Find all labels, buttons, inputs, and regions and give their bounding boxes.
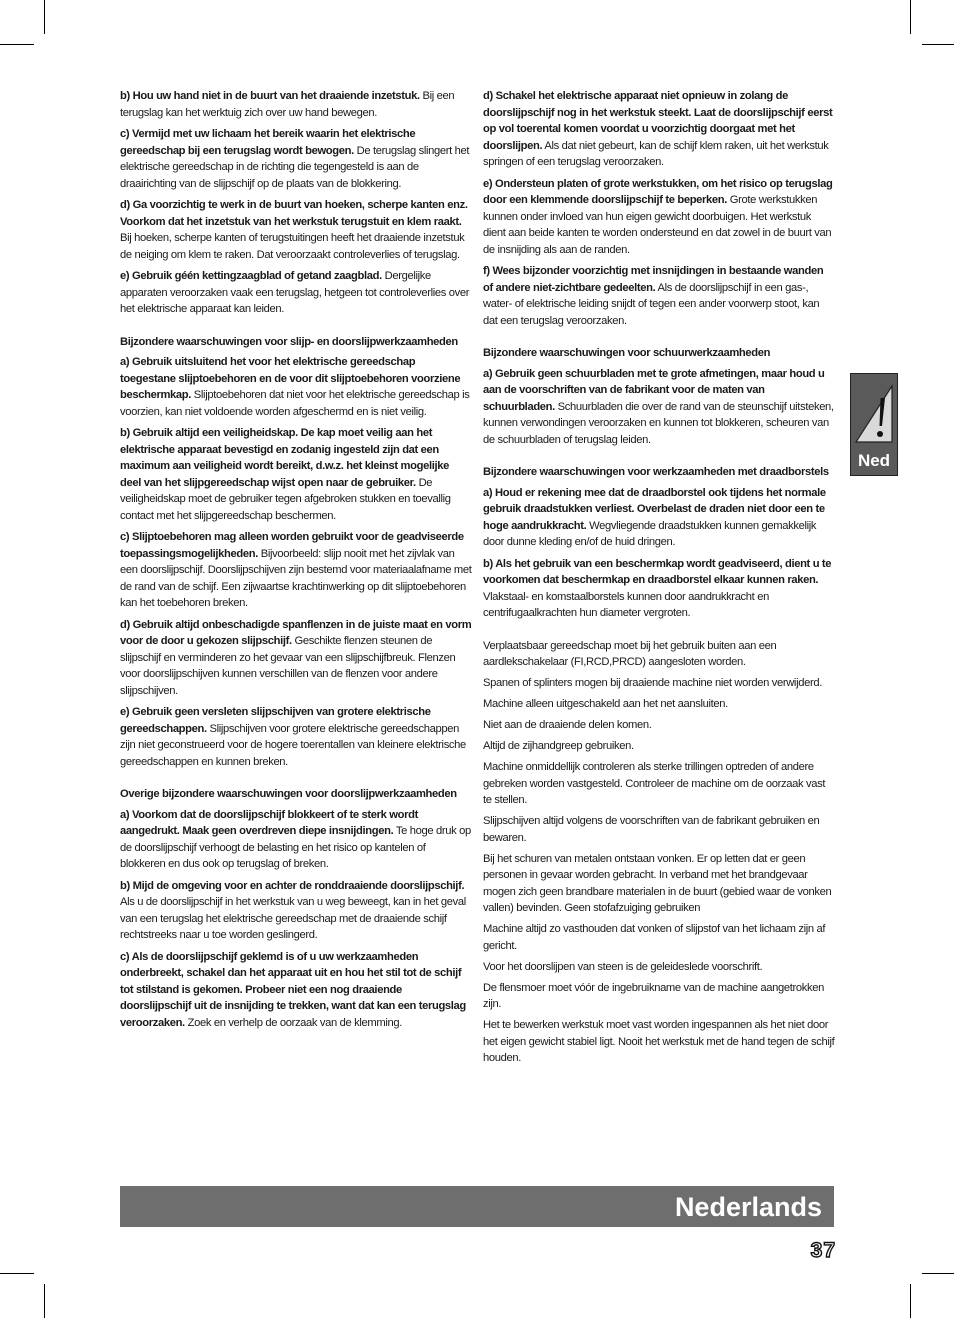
paragraph-text: Wegvliegende draadstukken kunnen gemakkelijk door dunne kleding en/of de huid dringen. [483, 519, 817, 548]
paragraph [483, 485, 835, 551]
footer-language-title: Nederlands [674, 1192, 822, 1222]
paragraph-text: Schuurbladen die over de rand van de steunschijf uitsteken, kunnen verwondingen veroorzaken en kunnen tot blokkeren, scheuren van de schuurbladen of terugslag leiden. [483, 400, 834, 446]
instruction-line: Altijd de zijhandgreep gebruiken. [483, 740, 634, 752]
paragraph-text: Bijvoorbeeld: slijp nooit met het zijvlak van een doorslijpschijf. Doorslijpschijven zijn bestemd voor materiaalafname met de rand van de schijf. Een zijwaartse krachtinwerking op dit slijptoebehoren kan het toebehoren breken. [120, 547, 472, 609]
paragraph [483, 88, 835, 171]
paragraph-text: Slijpschijven voor grotere elektrische gereedschappen zijn niet geconstrueerd voor de hogere toerentallen van kleinere elektrische gereedschappen en kunnen breken. [120, 722, 466, 768]
paragraph-lead: d) Schakel het elektrische apparaat niet opnieuw in zolang de doorslijpschijf nog in het werkstuk steekt. Laat de doorslijpschijf eerst op vol toerental komen voordat u voorzichtig doorgaat met het doorslijpen. [483, 90, 833, 152]
paragraph-lead: f) Wees bijzonder voorzichtig met insnijdingen in bestaande wanden of andere niet-zichtbare gedeelten. [483, 265, 824, 294]
paragraph-text: Slijptoebehoren dat niet voor het elektrische gereedschap is voorzien, kan niet voldoende worden afgeschermd en is niet veilig. [120, 389, 470, 418]
crop-mark [910, 0, 911, 34]
paragraph-lead: a) Gebruik uitsluitend het voor het elektrische gereedschap toegestane slijptoebehoren en de voor dit slijptoebehoren voorziene beschermkap. [120, 356, 461, 401]
paragraph [120, 354, 472, 420]
paragraph [120, 807, 472, 873]
section-heading: Bijzondere waarschuwingen voor werkzaamheden met draadborstels [483, 466, 829, 478]
paragraph [120, 126, 472, 192]
paragraph [483, 366, 835, 449]
section-heading: Bijzondere waarschuwingen voor schuurwerkzaamheden [483, 347, 771, 359]
footer-bar [120, 1186, 834, 1227]
language-label: Ned [857, 451, 891, 470]
page-number: 37 [810, 1239, 836, 1262]
paragraph [120, 949, 472, 1032]
crop-mark [44, 0, 45, 34]
paragraph [483, 263, 835, 329]
crop-mark [0, 44, 34, 45]
paragraph-text: Te hoge druk op de doorslijpschijf verhoogt de belasting en het risico op kantelen of blokkeren en dus ook op terugslag of breken. [120, 825, 471, 870]
instruction-line: Machine altijd zo vasthouden dat vonken of slijpstof van het lichaam zijn af gericht. [483, 923, 826, 952]
paragraph-lead: c) Vermijd met uw lichaam het bereik waarin het elektrische gereedschap bij een terugslag wordt bewogen. [120, 128, 416, 157]
instruction-line: Machine onmiddellijk controleren als sterke trillingen optreden of andere gebreken worden vastgesteld. Controleer de machine om de oorzaak vast te stellen. [483, 761, 826, 806]
paragraph-lead: b) Hou uw hand niet in de buurt van het draaiende inzetstuk. [120, 90, 420, 102]
instruction-line: Het te bewerken werkstuk moet vast worden ingespannen als het niet door het eigen gewicht stabiel ligt. Nooit het werkstuk met de hand tegen de schijf houden. [483, 1019, 835, 1064]
paragraph [120, 704, 472, 770]
paragraph-lead: b) Gebruik altijd een veiligheidskap. De kap moet veilig aan het elektrische apparaat bevestigd en zodanig ingesteld zijn dat een maximum aan veiligheid wordt bereikt, d.w.z. het kleinst mogelijke deel van het slijpgereedschap wijst open naar de gebruiker. [120, 427, 449, 489]
crop-mark [922, 1273, 954, 1274]
paragraph [120, 197, 472, 263]
instruction-line: Voor het doorslijpen van steen is de geleideslede voorschrift. [483, 960, 763, 973]
paragraph-lead: d) Ga voorzichtig te werk in de buurt van hoeken, scherpe kanten enz. Voorkom dat het inzetstuk van het werkstuk terugstuit en klem raakt. [120, 199, 468, 228]
paragraph-text: Vlakstaal- en komstaalborstels kunnen door aandrukkracht en centrifugaalkrachten hun diameter vergroten. [483, 590, 769, 619]
paragraph [120, 425, 472, 524]
crop-mark [0, 1273, 34, 1274]
paragraph-lead: b) Mijd de omgeving voor en achter de ronddraaiende doorslijpschijf. [120, 879, 465, 892]
paragraph-lead: e) Ondersteun platen of grote werkstukken, om het risico op terugslag door een klemmende doorslijpschijf te beperken. [483, 177, 833, 206]
paragraph-lead: d) Gebruik altijd onbeschadigde spanflenzen in de juiste maat en vorm voor de door u gekozen slijpschijf. [120, 618, 472, 647]
paragraph [120, 878, 472, 944]
paragraph-text: Geschikte flenzen steunen de slijpschijf en verminderen zo het gevaar van een slijpschijfbreuk. Flenzen voor doorslijpschijven kunnen verschillen van de flenzen voor andere slijpschijven. [120, 635, 456, 697]
paragraph-lead: a) Houd er rekening mee dat de draadborstel ook tijdens het normale gebruik draadstukken verliest. Overbelast de draden niet door een te hoge aandrukkracht. [483, 486, 826, 532]
language-tab [850, 373, 898, 476]
paragraph-text: Grote werkstukken kunnen onder invloed van hun eigen gewicht doorbuigen. Het werkstuk dient aan beide kanten te worden ondersteund en dat zowel in de buurt van de insnijding als aan de randen. [483, 194, 832, 256]
paragraph-lead: c) Als de doorslijpschijf geklemd is of u uw werkzaamheden onderbreekt, schakel dan het apparaat uit en hou het stil tot de schijf tot stilstand is gekomen. Probeer niet een nog draaiende doorslijpschijf uit de insnijding te trekken, want dat kan een terugslag veroorzaken. [120, 950, 466, 1029]
paragraph-text: Als dat niet gebeurt, kan de schijf klem raken, uit het werkstuk springen of een terugslag veroorzaken. [483, 139, 829, 168]
crop-mark [910, 1284, 911, 1318]
instruction-line: De flensmoer moet vóór de ingebruikname van de machine aangetrokken zijn. [483, 981, 824, 1010]
paragraph-text: Bij hoeken, scherpe kanten of terugstuitingen heeft het draaiende inzetstuk de neiging om klem te raken. Dat veroorzaakt controleverlies of terugslag. [120, 232, 465, 261]
section-heading: Overige bijzondere waarschuwingen voor doorslijpwerkzaamheden [120, 788, 457, 800]
crop-mark [44, 1284, 45, 1318]
paragraph-text: Als de doorslijpschijf in een gas-, water- of elektrische leiding snijdt of tegen een ander voorwerp stoot, kan dat een terugslag veroorzaken. [483, 281, 820, 327]
paragraph-lead: e) Gebruik géén kettingzaagblad of getand zaagblad. [120, 270, 382, 282]
instruction-line: Verplaatsbaar gereedschap moet bij het gebruik buiten aan een aardlekschakelaar (FI,RCD,PRCD) aangesloten worden. [483, 639, 777, 668]
instruction-line: Machine alleen uitgeschakeld aan het net aansluiten. [483, 698, 728, 710]
paragraph-text: De terugslag slingert het elektrische gereedschap in de richting die tegengesteld is aan de draairichting van de slijpschijf op de plaats van de blokkering. [120, 144, 470, 190]
instruction-line: Slijpschijven altijd volgens de voorschriften van de fabrikant gebruiken en bewaren. [483, 815, 820, 844]
paragraph-text: Bij een terugslag kan het werktuig zich over uw hand bewegen. [120, 90, 455, 119]
warning-triangle-icon [854, 380, 894, 446]
paragraph-text: Als u de doorslijpschijf in het werkstuk van u weg beweegt, kan in het geval van een terugslag het elektrische gereedschap met de draaiende schijf rechtstreeks naar u toe worden geslingerd. [120, 896, 466, 941]
instruction-line: Bij het schuren van metalen ontstaan vonken. Er op letten dat er geen personen in gevaar worden gebracht. In verband met het brandgevaar mogen zich geen brandbare materialen in de buurt (gebied waar de vonken vallen) bevinden. Geen stofafzuiging gebruiken [483, 852, 832, 914]
crop-mark [922, 44, 954, 45]
paragraph [483, 556, 835, 622]
section-heading: Bijzondere waarschuwingen voor slijp- en doorslijpwerkzaamheden [120, 335, 458, 348]
instruction-line: Niet aan de draaiende delen komen. [483, 719, 652, 731]
paragraph-lead: b) Als het gebruik van een beschermkap wordt geadviseerd, dient u te voorkomen dat beschermkap en draadborstel elkaar kunnen raken. [483, 557, 832, 586]
paragraph-lead: c) Slijptoebehoren mag alleen worden gebruikt voor de geadviseerde toepassingsmogelijkheden. [120, 531, 464, 560]
paragraph [120, 617, 472, 700]
paragraph [483, 176, 835, 259]
paragraph-text: Dergelijke apparaten veroorzaken vaak een terugslag, hetgeen tot controleverlies over het elektrische apparaat kan leiden. [120, 270, 470, 315]
paragraph-lead: a) Gebruik geen schuurbladen met te grote afmetingen, maar houd u aan de voorschriften van de fabrikant voor de maten van schuurbladen. [483, 367, 825, 413]
paragraph-lead: e) Gebruik geen versleten slijpschijven van grotere elektrische gereedschappen. [120, 706, 431, 735]
left-column [120, 88, 472, 1036]
right-column [483, 88, 835, 1071]
paragraph [120, 268, 472, 318]
paragraph-text: De veiligheidskap moet de gebruiker tegen afgebroken stukken en toevallig contact met het slijpgereedschap beschermen. [120, 476, 451, 522]
paragraph-text: Zoek en verhelp de oorzaak van de klemming. [184, 1016, 403, 1029]
paragraph [120, 88, 472, 121]
instruction-line: Spanen of splinters mogen bij draaiende machine niet worden verwijderd. [483, 677, 822, 689]
paragraph-lead: a) Voorkom dat de doorslijpschijf blokkeert of te sterk wordt aangedrukt. Maak geen overdreven diepe insnijdingen. [120, 808, 418, 837]
paragraph [120, 529, 472, 612]
